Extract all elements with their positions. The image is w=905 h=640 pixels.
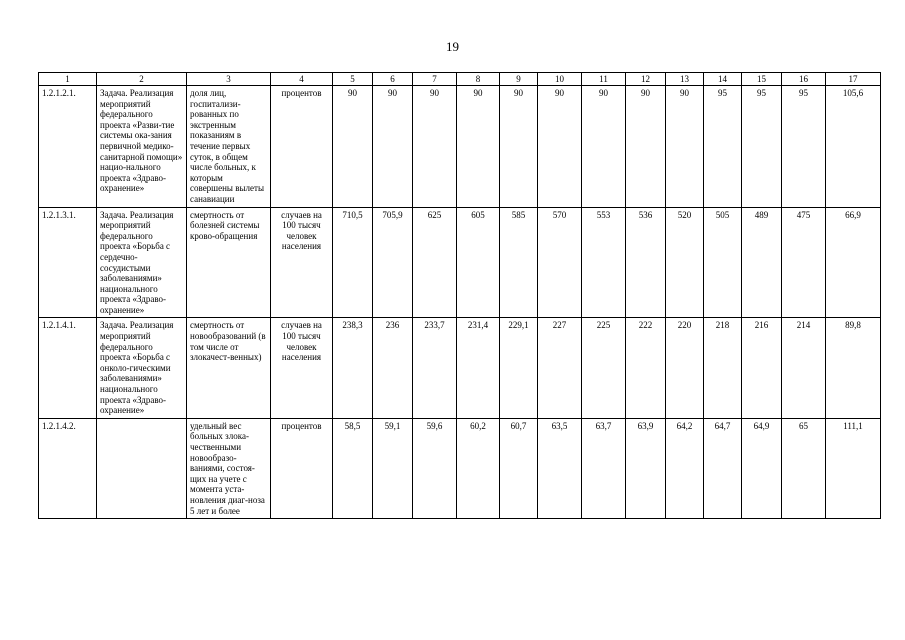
row-code: 1.2.1.2.1. [39, 86, 97, 208]
value-cell: 218 [704, 318, 742, 418]
unit-of-measure: процентов [271, 86, 333, 208]
table-row [39, 86, 881, 208]
row-code: 1.2.1.4.2. [39, 418, 97, 518]
value-cell: 231,4 [457, 318, 500, 418]
value-cell: 705,9 [373, 207, 413, 318]
value-cell: 216 [742, 318, 782, 418]
value-cell: 59,6 [413, 418, 457, 518]
value-cell: 65 [782, 418, 826, 518]
value-cell: 90 [626, 86, 666, 208]
column-header-15: 15 [742, 73, 782, 86]
value-cell: 585 [500, 207, 538, 318]
value-cell: 60,2 [457, 418, 500, 518]
value-cell: 90 [582, 86, 626, 208]
value-cell: 90 [666, 86, 704, 208]
total-cell: 66,9 [826, 207, 881, 318]
column-header-6: 6 [373, 73, 413, 86]
column-header-16: 16 [782, 73, 826, 86]
value-cell: 63,7 [582, 418, 626, 518]
value-cell: 60,7 [500, 418, 538, 518]
value-cell: 63,5 [538, 418, 582, 518]
indicator-name: смертность от болезней системы крово-обращения [187, 207, 271, 318]
value-cell: 505 [704, 207, 742, 318]
task-description: Задача. Реализация мероприятий федерального проекта «Борьба с сердечно-сосудистыми заболеваниями» национального проекта «Здраво-охранение» [97, 207, 187, 318]
value-cell: 64,9 [742, 418, 782, 518]
page-number: 19 [446, 39, 459, 54]
value-cell: 90 [413, 86, 457, 208]
value-cell: 90 [538, 86, 582, 208]
value-cell: 90 [500, 86, 538, 208]
column-header-9: 9 [500, 73, 538, 86]
value-cell: 233,7 [413, 318, 457, 418]
value-cell: 570 [538, 207, 582, 318]
task-description: Задача. Реализация мероприятий федерального проекта «Борьба с онколо-гическими заболеваниями» национального проекта «Здраво-охранение» [97, 318, 187, 418]
value-cell: 625 [413, 207, 457, 318]
column-header-4: 4 [271, 73, 333, 86]
value-cell: 64,7 [704, 418, 742, 518]
value-cell: 95 [704, 86, 742, 208]
header-row [39, 73, 881, 86]
value-cell: 475 [782, 207, 826, 318]
value-cell: 63,9 [626, 418, 666, 518]
task-description [97, 418, 187, 518]
value-cell: 95 [782, 86, 826, 208]
value-cell: 227 [538, 318, 582, 418]
column-header-5: 5 [333, 73, 373, 86]
value-cell: 220 [666, 318, 704, 418]
value-cell: 553 [582, 207, 626, 318]
row-code: 1.2.1.3.1. [39, 207, 97, 318]
table-row [39, 207, 881, 318]
value-cell: 238,3 [333, 318, 373, 418]
value-cell: 229,1 [500, 318, 538, 418]
column-header-17: 17 [826, 73, 881, 86]
value-cell: 605 [457, 207, 500, 318]
table-body [39, 73, 881, 519]
value-cell: 58,5 [333, 418, 373, 518]
value-cell: 59,1 [373, 418, 413, 518]
value-cell: 214 [782, 318, 826, 418]
value-cell: 222 [626, 318, 666, 418]
value-cell: 64,2 [666, 418, 704, 518]
indicator-name: смертность от новообразований (в том числе от злокачест-венных) [187, 318, 271, 418]
column-header-1: 1 [39, 73, 97, 86]
unit-of-measure: процентов [271, 418, 333, 518]
column-header-3: 3 [187, 73, 271, 86]
total-cell: 111,1 [826, 418, 881, 518]
value-cell: 236 [373, 318, 413, 418]
value-cell: 536 [626, 207, 666, 318]
indicators-table [38, 72, 881, 519]
value-cell: 90 [373, 86, 413, 208]
column-header-2: 2 [97, 73, 187, 86]
column-header-8: 8 [457, 73, 500, 86]
value-cell: 225 [582, 318, 626, 418]
indicator-name: удельный вес больных злока-чественными новообразо-ваниями, состоя-щих на учете с момента уста-новления диаг-ноза 5 лет и более [187, 418, 271, 518]
unit-of-measure: случаев на 100 тысяч человек населения [271, 318, 333, 418]
total-cell: 105,6 [826, 86, 881, 208]
value-cell: 90 [333, 86, 373, 208]
value-cell: 489 [742, 207, 782, 318]
column-header-7: 7 [413, 73, 457, 86]
row-code: 1.2.1.4.1. [39, 318, 97, 418]
table-row [39, 318, 881, 418]
value-cell: 90 [457, 86, 500, 208]
task-description: Задача. Реализация мероприятий федерального проекта «Разви-тие системы ока-зания первичной медико-санитарной помощи» нацио-нального проекта «Здраво-охранение» [97, 86, 187, 208]
column-header-11: 11 [582, 73, 626, 86]
total-cell: 89,8 [826, 318, 881, 418]
column-header-12: 12 [626, 73, 666, 86]
column-header-14: 14 [704, 73, 742, 86]
column-header-10: 10 [538, 73, 582, 86]
column-header-13: 13 [666, 73, 704, 86]
value-cell: 710,5 [333, 207, 373, 318]
table-row [39, 418, 881, 518]
indicator-name: доля лиц, госпитализи-рованных по экстренным показаниям в течение первых суток, в общем числе больных, к которым совершены вылеты санавиации [187, 86, 271, 208]
value-cell: 520 [666, 207, 704, 318]
value-cell: 95 [742, 86, 782, 208]
unit-of-measure: случаев на 100 тысяч человек населения [271, 207, 333, 318]
